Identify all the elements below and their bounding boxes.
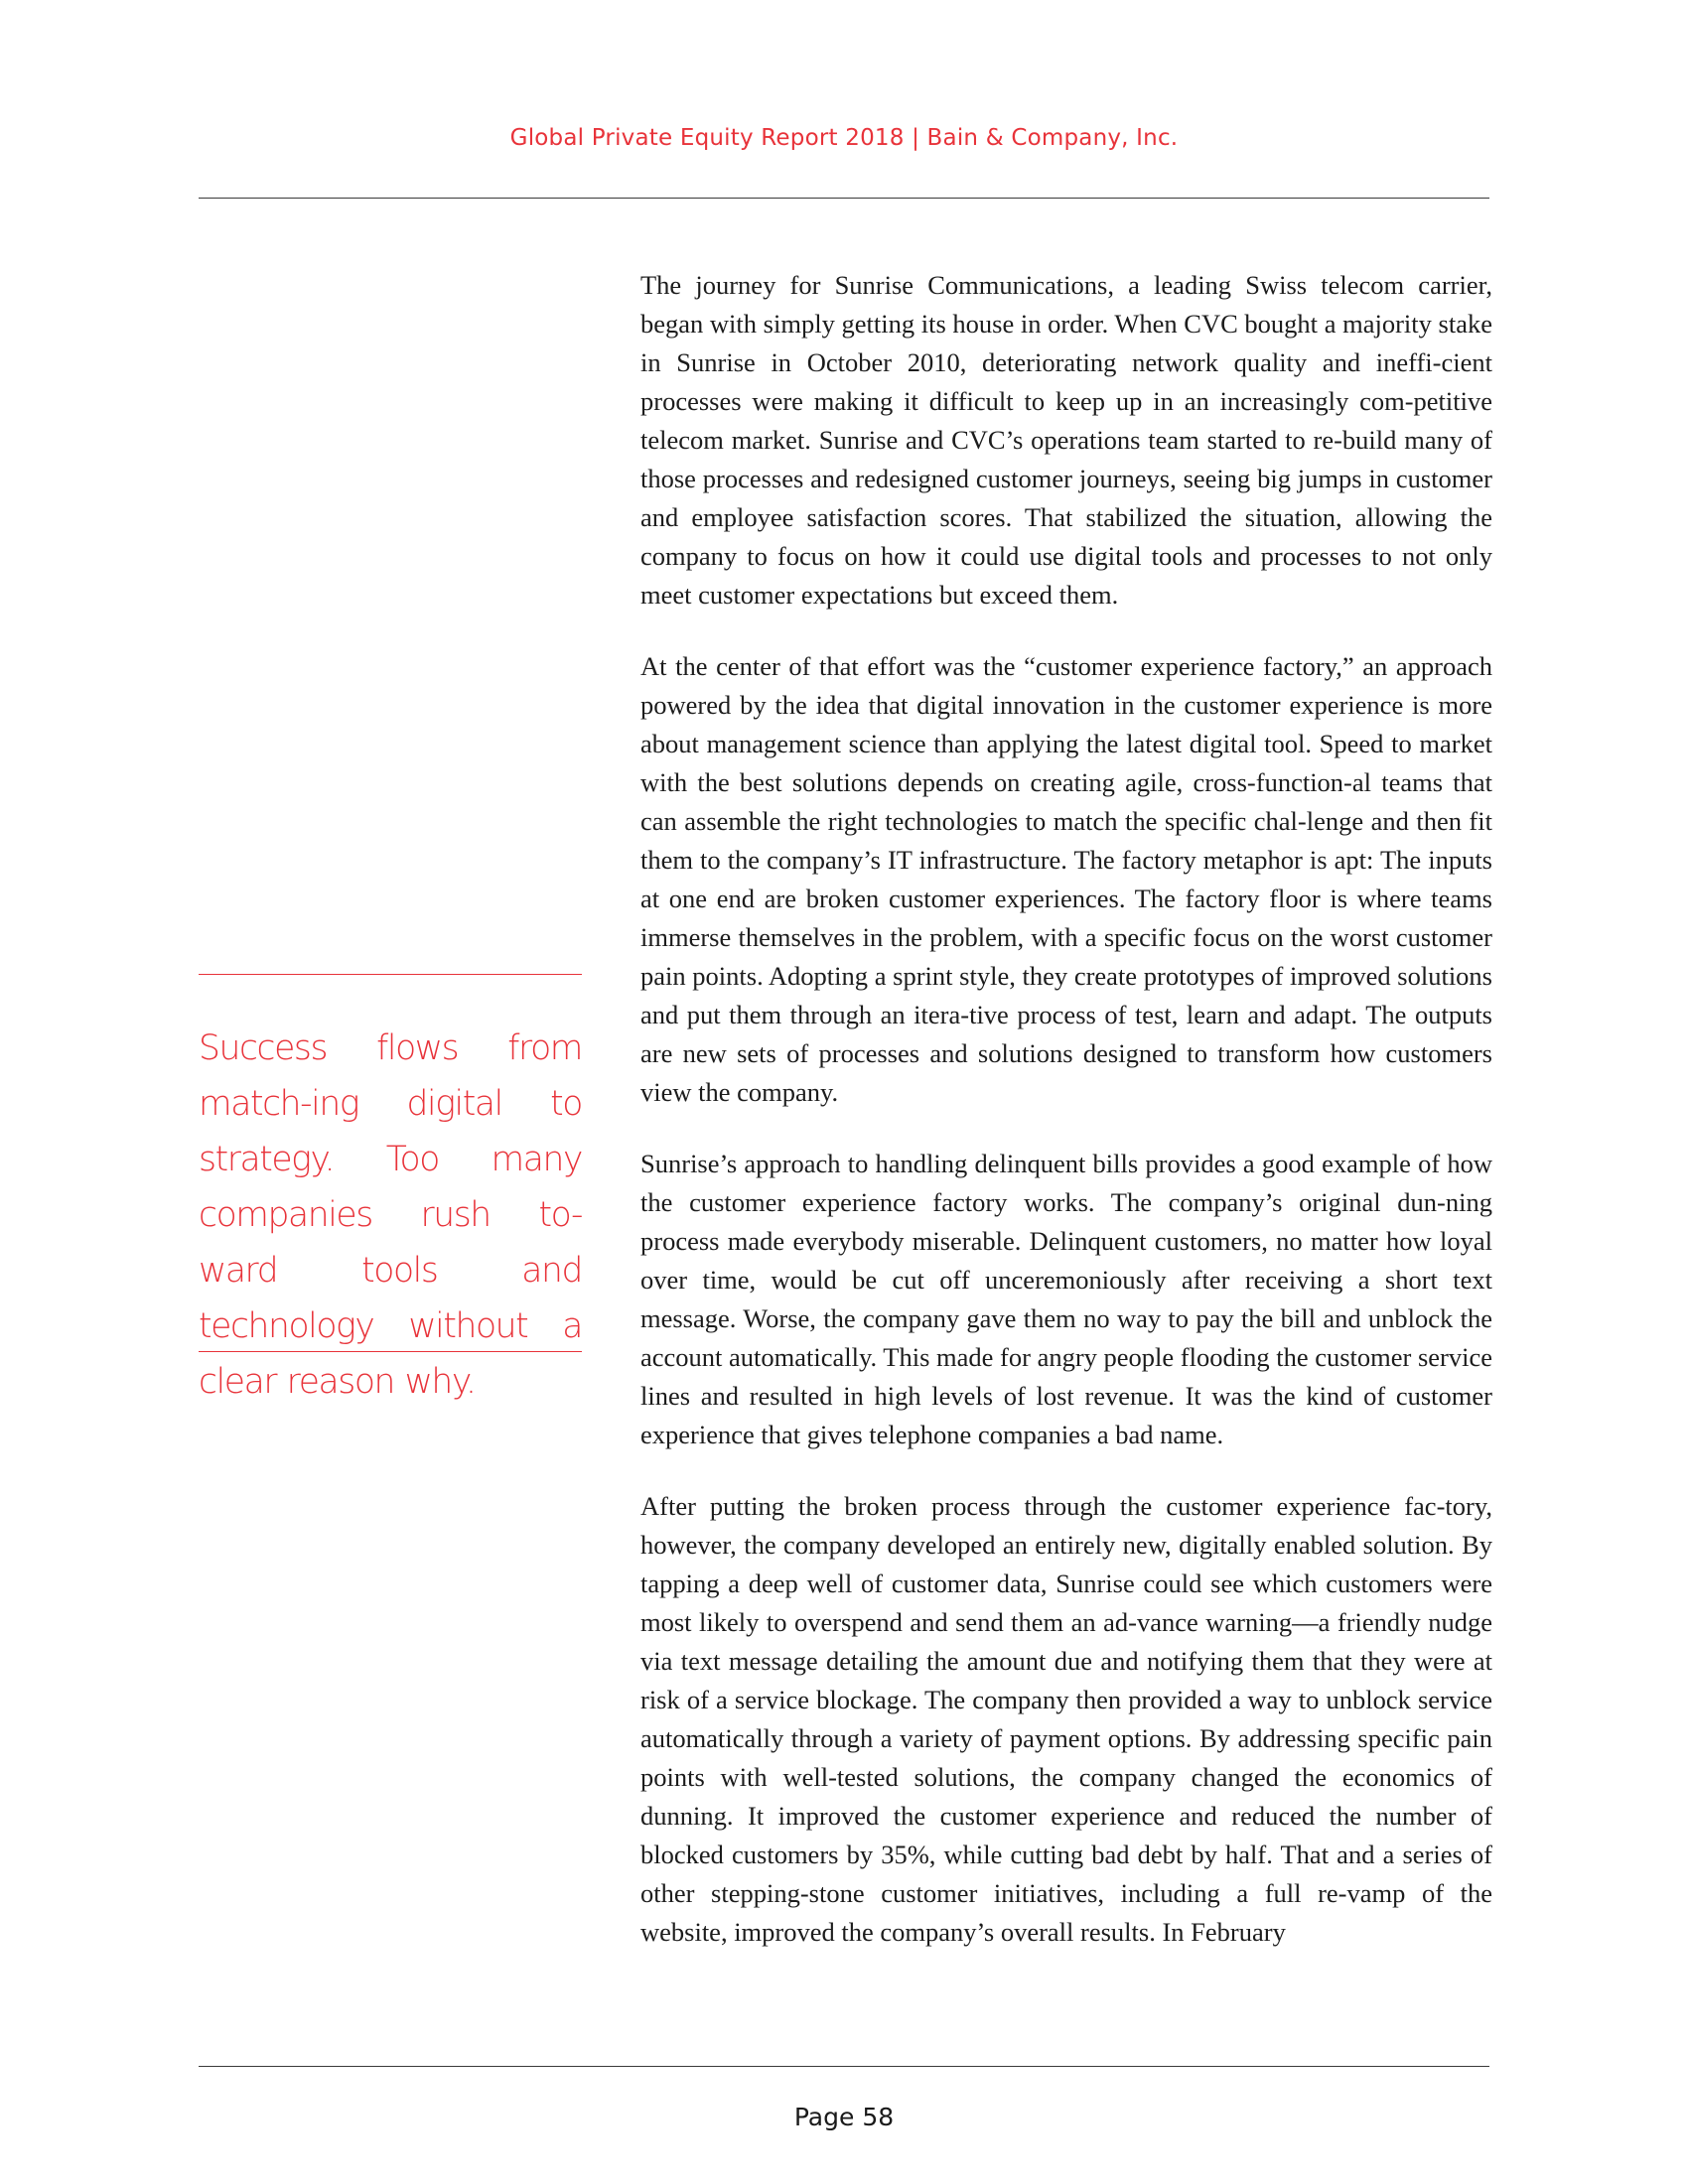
body-paragraph: The journey for Sunrise Communications, a leading Swiss telecom carrier, began with simply getting its house in order. When CVC bought a majority stake in Sunrise in October 2010, deteriorating network quality and ineffi-cient processes were making it difficult to keep up in an increasingly com-petitive telecom market. Sunrise and CVC’s operations team started to re-build many of those processes and redesigned customer journeys, seeing big jumps in customer and employee satisfaction scores. That stabilized the situation, allowing the company to focus on how it could use digital tools and processes to not only meet customer expectations but exceed them. <box>640 270 1492 610</box>
pull-quote: Success flows from match-ing digital to strategy. Too many companies rush to-ward tools and technology without a clear reason why. <box>199 1028 582 1402</box>
body-paragraph: Sunrise’s approach to handling delinquent bills provides a good example of how the customer experience factory works. The company’s original dun-ning process made everybody miserable. Delinquent customers, no matter how loyal over time, would be cut off unceremoniously after receiving a short text message. Worse, the company gave them no way to pay the bill and unblock the account automatically. This made for angry people flooding the customer service lines and resulted in high levels of lost revenue. It was the kind of customer experience that gives telephone companies a bad name. <box>640 1149 1493 1449</box>
pull-quote-bottom-rule <box>199 1351 582 1352</box>
page-number: Page 58 <box>793 2103 895 2131</box>
header-divider <box>199 198 1489 199</box>
footer-divider <box>199 2066 1489 2067</box>
pull-quote-top-rule <box>199 974 582 975</box>
body-paragraph: After putting the broken process through the customer experience fac-tory, however, the company developed an entirely new, digitally enabled solution. By tapping a deep well of customer data, Sunrise could see which customers were most likely to overspend and send them an ad-vance warning—a friendly nudge via text message detailing the amount due and notifying them that they were at risk of a service blockage. The company then provided a way to unblock service automatically through a variety of payment options. By addressing specific pain points with well-tested solutions, the company changed the economics of dunning. It improved the customer experience and reduced the number of blocked customers by 35%, while cutting bad debt by half. That and a series of other stepping-stone customer initiatives, including a full re-vamp of the website, improved the company’s overall results. In February <box>640 1491 1492 1947</box>
body-paragraph: At the center of that effort was the “customer experience factory,” an approach powered by the idea that digital innovation in the customer experience is more about management science than applying the latest digital tool. Speed to market with the best solutions depends on creating agile, cross-function-al teams that can assemble the right technologies to match the specific chal-lenge and then fit them to the company’s IT infrastructure. The factory metaphor is apt: The inputs at one end are broken customer experiences. The factory floor is where teams immerse themselves in the problem, with a specific focus on the worst customer pain points. Adopting a sprint style, they create prototypes of improved solutions and put them through an itera-tive process of test, learn and adapt. The outputs are new sets of processes and solutions designed to transform how customers view the company. <box>640 651 1492 1107</box>
article-body <box>640 266 1492 1984</box>
report-header: Global Private Equity Report 2018 | Bain & Company, Inc. <box>509 125 1179 151</box>
